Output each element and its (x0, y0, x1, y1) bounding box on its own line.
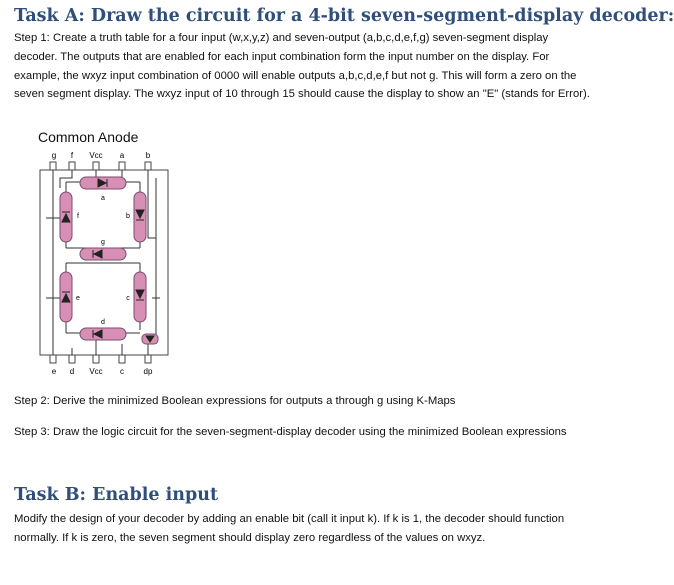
task-a-title: Task A: Draw the circuit for a 4-bit seven-segment-display decoder: (14, 6, 674, 26)
pin-top-f (69, 162, 75, 170)
segment-label-a: a (101, 195, 105, 202)
pin-label-e: e (51, 367, 57, 376)
pin-bottom-e (50, 355, 56, 363)
pin-bottom-vcc (93, 355, 99, 363)
segment-d (80, 328, 126, 340)
segment-label-c: c (126, 295, 130, 302)
segment-label-f: f (77, 213, 79, 220)
pin-label-vcc-top: Vcc (89, 151, 103, 160)
task-a-step-1: Step 1: Create a truth table for a four input (w,x,y,z) and seven-output (a,b,c,d,e,f,g) seven-segment display decoder. The outputs that are enabled for each input combination form the input number on the display. For example, the wxyz input combination of 0000 will enable outputs a,b,c,d,e,f but not g. This will form a zero on the seven segment display. The wxyz input of 10 through 15 should cause the display to show an "E" (stands for Error). (14, 32, 590, 101)
pin-top-a (119, 162, 125, 170)
pin-label-dp: dp (143, 367, 153, 376)
pin-top-b (145, 162, 151, 170)
segment-g (80, 248, 126, 260)
diagram-title: Common Anode (38, 129, 139, 145)
pin-label-g: g (51, 151, 57, 160)
pin-label-d: d (69, 367, 75, 376)
segment-label-g: g (101, 239, 105, 246)
segment-label-b: b (126, 213, 130, 220)
pin-label-a: a (119, 151, 125, 160)
pin-label-f: f (70, 151, 74, 160)
pin-top-vcc (93, 162, 99, 170)
segment-group (60, 177, 158, 344)
pin-label-c: c (120, 367, 124, 376)
pin-bottom-c (119, 355, 125, 363)
task-a-step-3: Step 3: Draw the logic circuit for the seven-segment-display decoder using the minimized Boolean expressions (14, 426, 567, 438)
pin-label-vcc-bottom: Vcc (89, 367, 103, 376)
segment-label-e: e (76, 295, 80, 302)
segment-label-d: d (101, 319, 105, 326)
task-b-title: Task B: Enable input (14, 485, 219, 505)
pin-label-b: b (145, 151, 151, 160)
task-b-body: Modify the design of your decoder by adding an enable bit (call it input k). If k is 1, the decoder should function normally. If k is zero, the seven segment should display zero regardless of the values on wxyz. (14, 513, 565, 544)
pin-bottom-dp (145, 355, 151, 363)
pin-bottom-d (69, 355, 75, 363)
seven-segment-diagram (36, 148, 176, 378)
pin-top-g (50, 162, 56, 170)
task-a-step-2: Step 2: Derive the minimized Boolean expressions for outputs a through g using K-Maps (14, 395, 456, 407)
